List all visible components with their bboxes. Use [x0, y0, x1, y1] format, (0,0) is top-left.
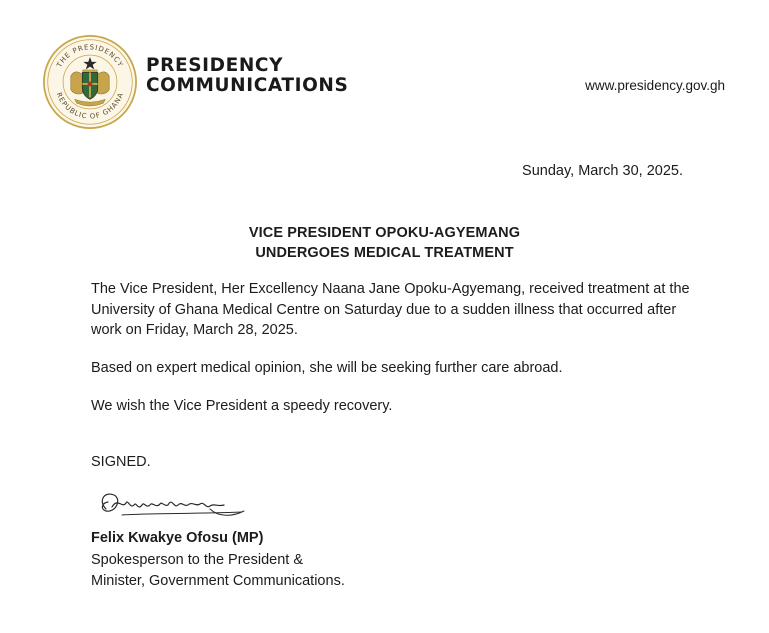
signatory-role	[91, 550, 345, 592]
presidency-seal-icon	[42, 34, 138, 130]
signed-label: SIGNED.	[91, 454, 151, 470]
paragraph-treatment: The Vice President, Her Excellency Naana Jane Opoku-Agyemang, received treatment at the University of Ghana Medical Centre on Saturday due to a sudden illness that occurred after work on Friday, March 28, 2025.	[91, 281, 690, 338]
svg-text:THE PRESIDENCY: THE PRESIDENCY	[55, 43, 125, 69]
signature-icon	[92, 487, 252, 527]
brand-line-presidency: PRESIDENCY	[146, 55, 284, 76]
signatory-role-line-1: Spokesperson to the President &	[91, 552, 303, 568]
paragraph-recovery: We wish the Vice President a speedy recovery.	[91, 398, 393, 414]
signatory-name: Felix Kwakye Ofosu (MP)	[91, 530, 264, 546]
headline	[0, 223, 769, 263]
headline-line-2: UNDERGOES MEDICAL TREATMENT	[255, 245, 514, 261]
svg-text:REPUBLIC OF GHANA: REPUBLIC OF GHANA	[54, 91, 126, 121]
paragraph-care-abroad: Based on expert medical opinion, she will be seeking further care abroad.	[91, 360, 563, 376]
release-date: Sunday, March 30, 2025.	[522, 163, 683, 179]
website-url: www.presidency.gov.gh	[585, 78, 725, 93]
brand-title	[146, 56, 348, 96]
brand-line-communications: COMMUNICATIONS	[146, 75, 349, 96]
headline-line-1: VICE PRESIDENT OPOKU-AGYEMANG	[248, 225, 521, 241]
signatory-role-line-2: Minister, Government Communications.	[91, 573, 345, 589]
